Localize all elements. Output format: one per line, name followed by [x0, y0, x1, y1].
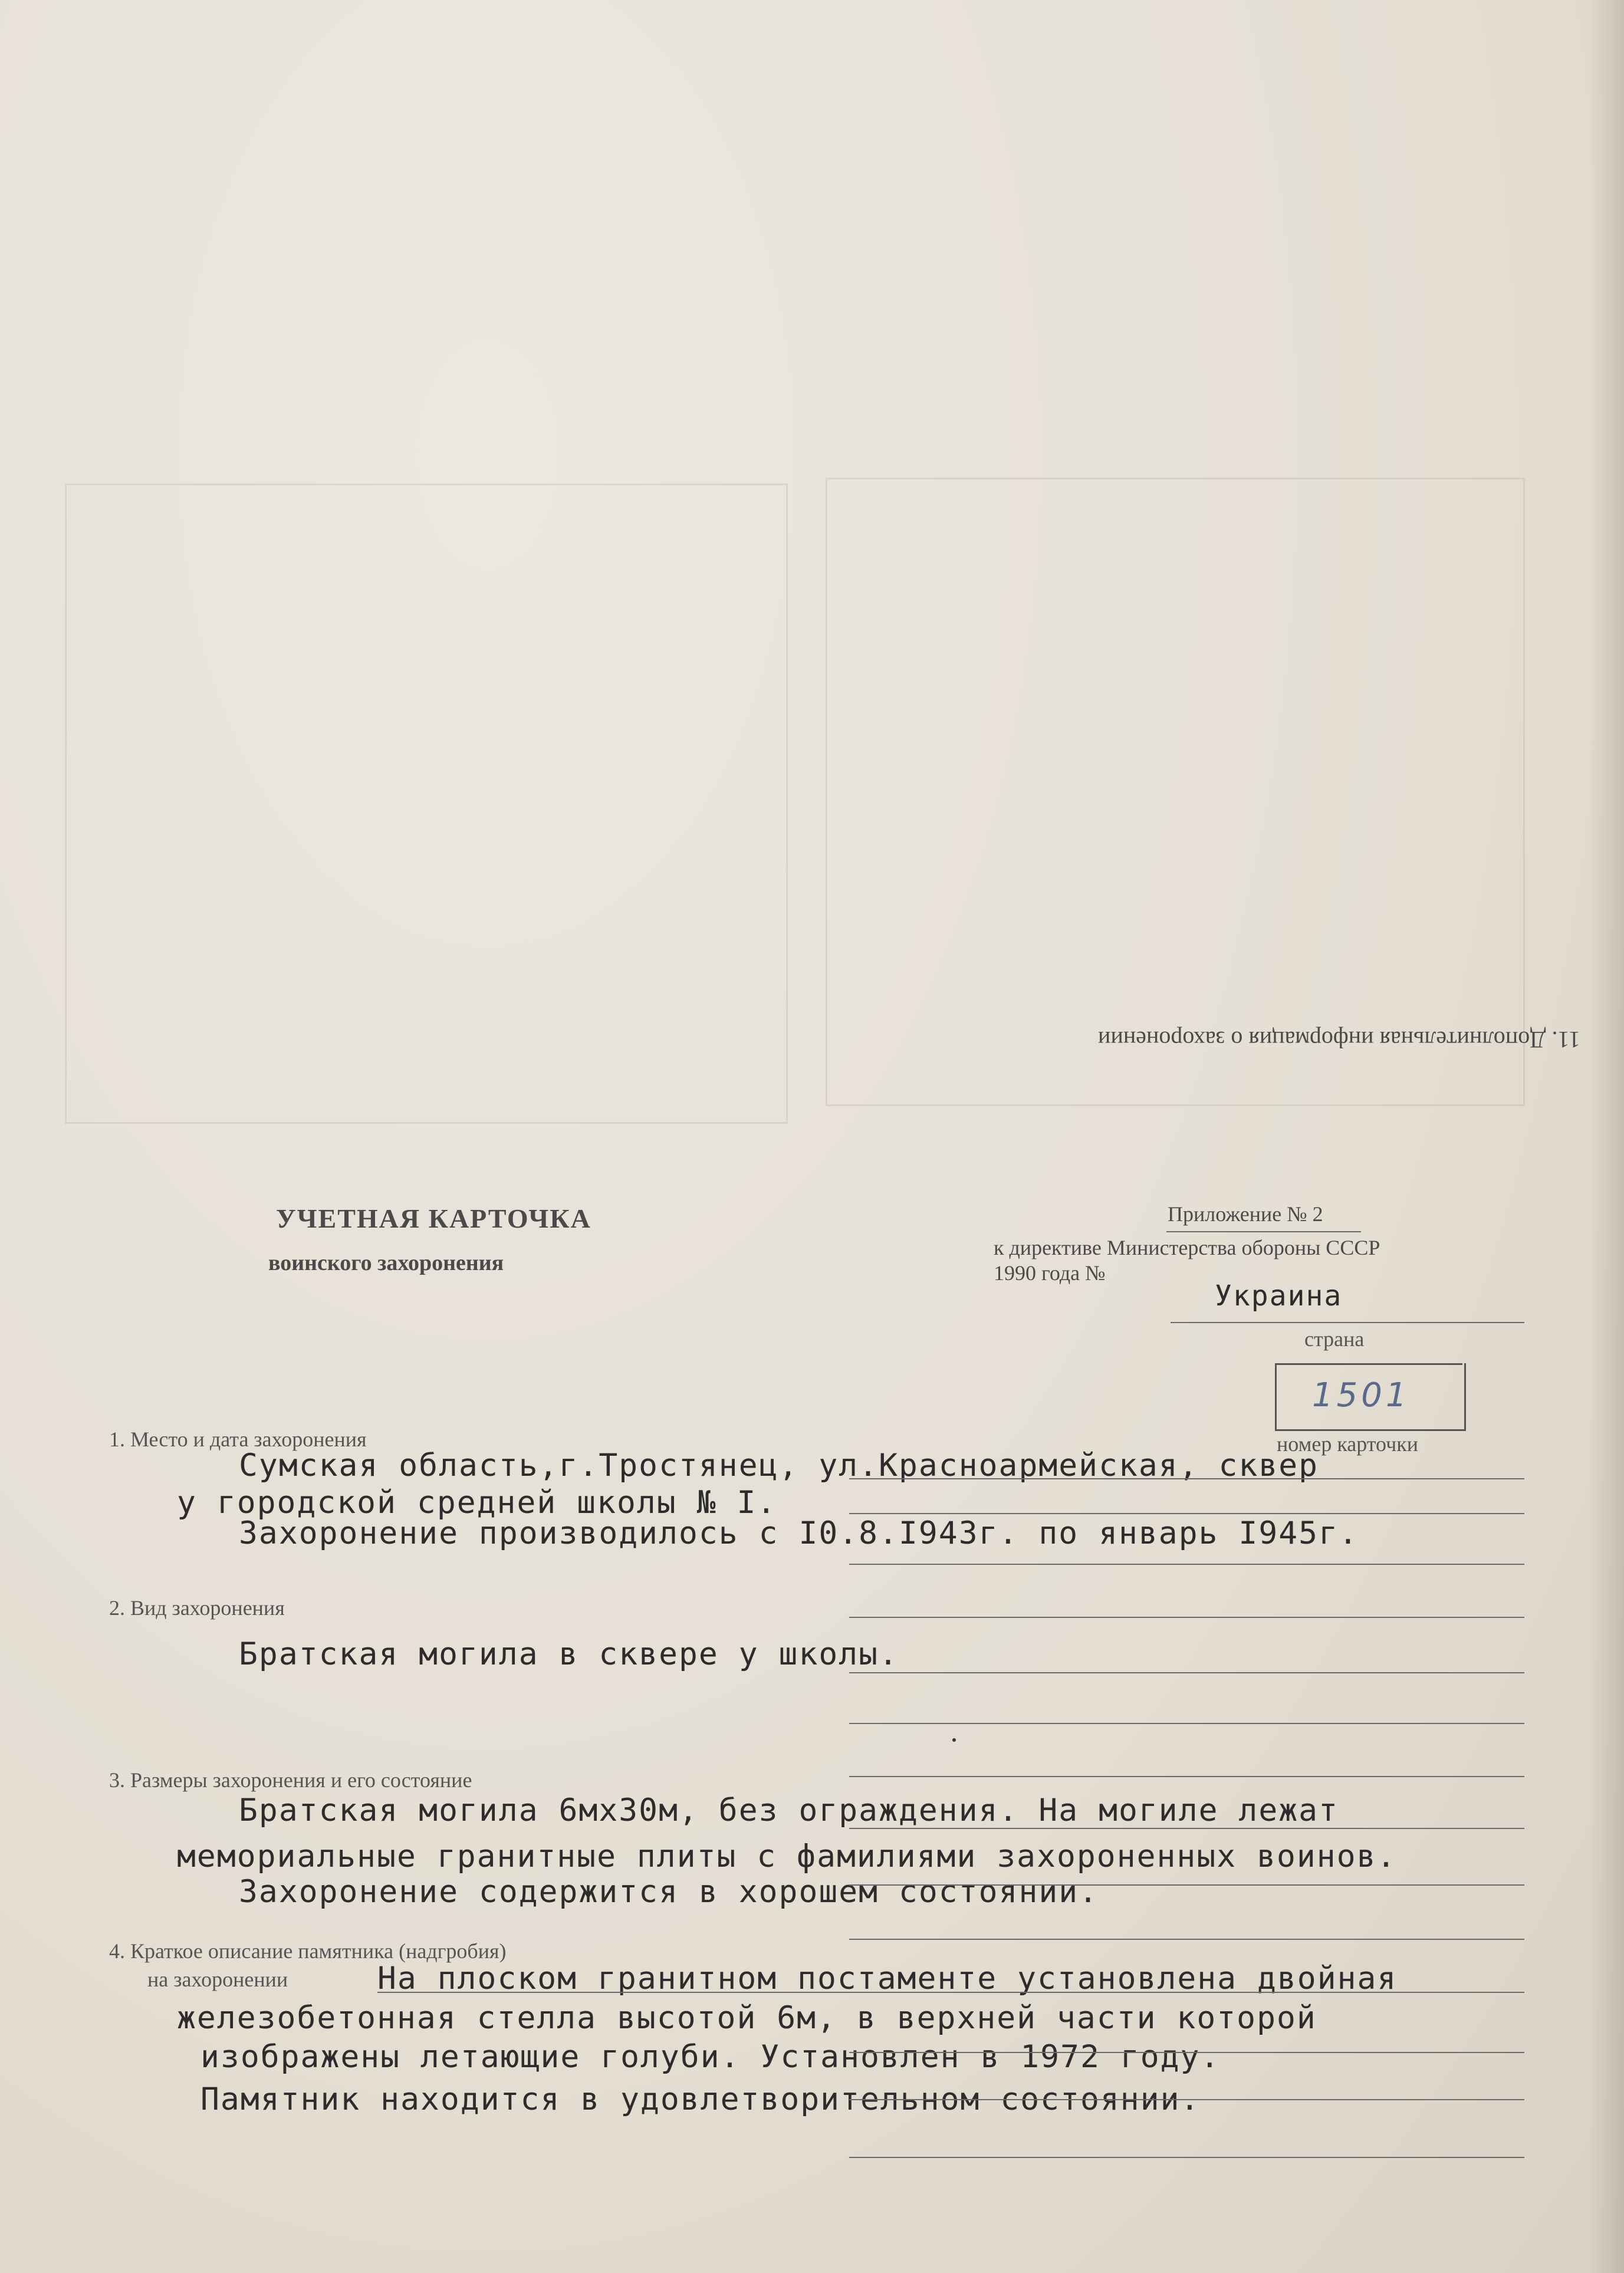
section-4-rule-1 [377, 1992, 1524, 1993]
appendix-underline [1166, 1231, 1361, 1232]
paper-edge-shadow [1589, 0, 1624, 2273]
section-1-rule-3 [849, 1564, 1524, 1565]
section-3-rule-0 [849, 1776, 1524, 1777]
card-number-value: 1501 [1312, 1376, 1411, 1415]
section-3-label: 3. Размеры захоронения и его состояние [109, 1768, 472, 1792]
section-3-rule-3 [849, 1939, 1524, 1940]
section-1-label: 1. Место и дата захоронения [109, 1427, 367, 1451]
section-4-line-2: железобетонная стелла высотой 6м, в верхней части которой [177, 2000, 1317, 2036]
show-through-box-right [826, 478, 1525, 1106]
section-3-rule-1 [849, 1828, 1524, 1829]
show-through-box-left [65, 483, 788, 1124]
section-4-rule-4 [849, 2157, 1524, 2158]
section-3-line-2: мемориальные гранитные плиты с фамилиями захороненных воинов. [177, 1838, 1397, 1874]
section-4-rule-2 [849, 2052, 1524, 2053]
section-4-line-4: Памятник находится в удовлетворительном состоянии. [200, 2081, 1201, 2117]
section-4-line-3: изображены летающие голуби. Установлен в 1972 году. [200, 2039, 1221, 2075]
section-3-line-1: Братская могила 6мх30м, без ограждения. На могиле лежат [239, 1792, 1339, 1828]
section-4-label-line-1: 4. Краткое описание памятника (надгробия) [109, 1939, 507, 1963]
section-2-rule-2 [849, 1672, 1524, 1673]
card-number-label: номер карточки [1277, 1432, 1418, 1456]
section-2-line-1: Братская могила в сквере у школы. [239, 1636, 899, 1672]
section-4-line-1: На плоском гранитном постаменте установлена двойная [377, 1960, 1398, 1996]
section-4-label-line-2: на захоронении [147, 1968, 288, 1991]
section-11-upside-down-label: 11. Дополнительная информация о захоронении [1098, 1027, 1580, 1053]
section-1-line-3: Захоронение производилось с I0.8.I943г. по январь I945г. [239, 1515, 1359, 1551]
section-2-label: 2. Вид захоронения [109, 1596, 285, 1620]
card-title: УЧЕТНАЯ КАРТОЧКА [276, 1203, 591, 1233]
section-1-rule-1 [849, 1478, 1524, 1479]
country-value: Украина [1215, 1279, 1343, 1313]
section-3-rule-2 [849, 1884, 1524, 1886]
section-1-line-2: у городской средней школы № I. [177, 1485, 777, 1521]
country-underline [1171, 1322, 1524, 1323]
stray-ink-dot [952, 1738, 956, 1742]
appendix-directive-line: к директиве Министерства обороны СССР [994, 1236, 1380, 1259]
appendix-label: Приложение № 2 [1168, 1202, 1323, 1226]
section-3-line-3: Захоронение содержится в хорошем состоянии. [239, 1874, 1099, 1910]
section-2-rule-1 [849, 1617, 1524, 1618]
card-subtitle: воинского захоронения [268, 1251, 504, 1275]
section-2-rule-3 [849, 1723, 1524, 1724]
section-1-line-1: Сумская область,г.Тростянец, ул.Красноармейская, сквер [239, 1448, 1319, 1483]
section-1-rule-2 [849, 1513, 1524, 1514]
country-label: страна [1304, 1327, 1365, 1351]
appendix-year-line: 1990 года № [994, 1261, 1106, 1285]
section-4-rule-3 [849, 2099, 1524, 2100]
